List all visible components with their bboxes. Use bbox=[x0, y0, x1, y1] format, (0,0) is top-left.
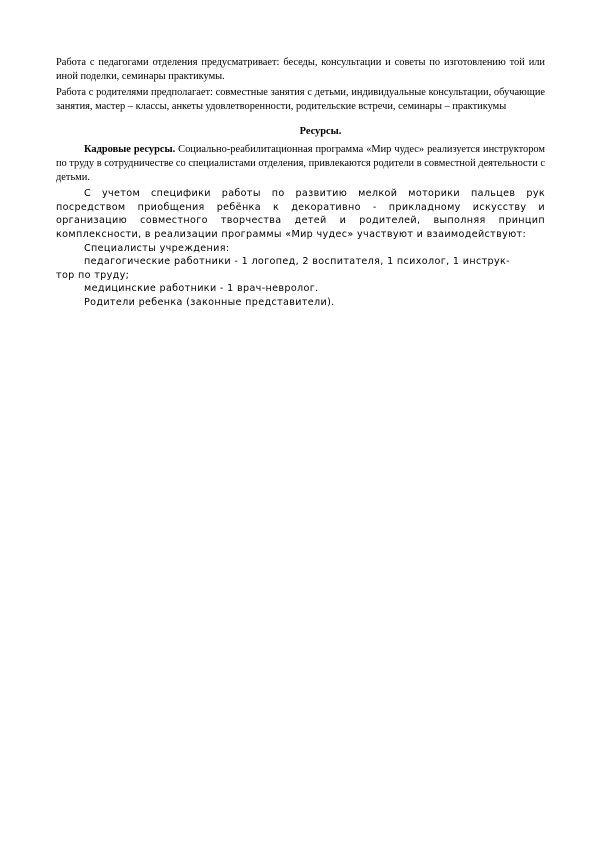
staff-resources-text: Социально-реабилитационная программа «Мир чудес» реализуется инструктором по труду в сотрудничестве со специалистами отделения, привлекаются родители в совместной деятельности с детьми. bbox=[56, 144, 545, 183]
paragraph-teachers-work: Работа с педагогами отделения предусматривает: беседы, консультации и советы по изготовлению той или иной поделки, семинары практикумы. bbox=[56, 57, 545, 82]
pedagogical-staff-line: педагогические работники - 1 логопед, 2 воспитателя, 1 психолог, 1 инструк- bbox=[84, 256, 510, 268]
pedagogical-staff-line-continued: тор по труду; bbox=[56, 269, 130, 281]
specialists-heading-line: Специалисты учреждения: bbox=[84, 242, 230, 254]
document-body bbox=[56, 56, 545, 310]
paragraph-parents-work: Работа с родителями предполагает: совместные занятия с детьми, индивидуальные консультации, обучающие занятия, мастер – классы, анкеты удовлетворенности, родительские встречи, семинары – практикумы bbox=[56, 87, 545, 112]
paragraph-work-specifics: С учетом специфики работы по развитию мелкой моторики пальцев рук посредством приобщения ребёнка к декоративно - прикладному искусству и организацию совместного творчества детей и родителей, выполняя принцип комплексности, в реализации программы «Мир чудес» участвуют и взаимодействуют: bbox=[56, 188, 545, 240]
staff-resources-label: Кадровые ресурсы. bbox=[84, 144, 176, 156]
parents-line: Родители ребенка (законные представители). bbox=[84, 296, 335, 308]
section-heading-resources: Ресурсы. bbox=[299, 126, 342, 138]
medical-staff-line: медицинские работники - 1 врач-невролог. bbox=[84, 283, 319, 295]
paragraph-staff-resources bbox=[56, 143, 545, 184]
